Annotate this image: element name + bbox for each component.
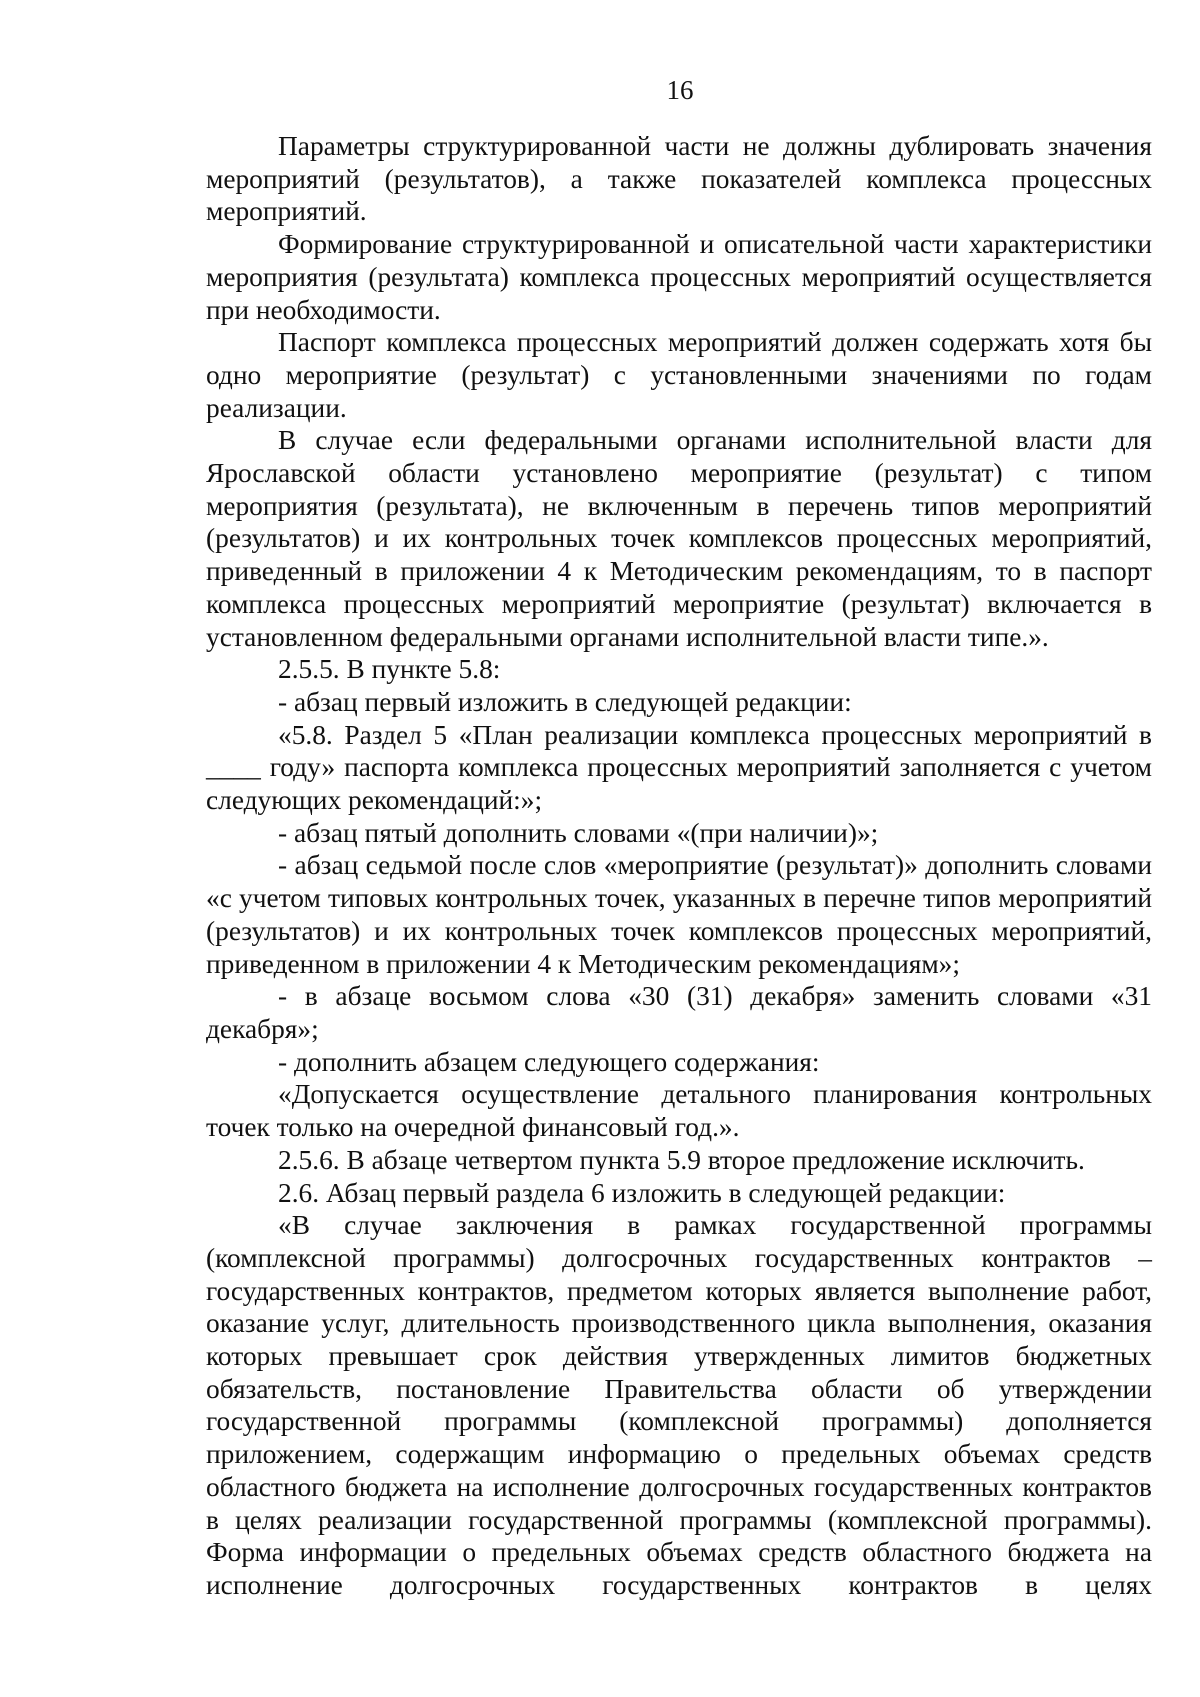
paragraph: 2.5.6. В абзаце четвертом пункта 5.9 второе предложение исключить. xyxy=(278,1144,1085,1175)
paragraph: Параметры структурированной части не должны дублировать значения мероприятий (результатов), а также показателей комплекса процессных мероприятий. xyxy=(206,131,1152,227)
paragraph: «В случае заключения в рамках государственной программы (комплексной программы) долгосрочных государственных контрактов – государственных контрактов, предметом которых является выполнение работ, оказание услуг, длительность производственного цикла выполнения, оказания которых превышает срок действия утвержденных лимитов бюджетных обязательств, постановление Правительства области об утверждении государственной программы (комплексной программы) дополняется приложением, содержащим информацию о предельных объемах средств областного бюджета на исполнение долгосрочных государственных контрактов в целях реализации государственной программы (комплексной программы). Форма информации о предельных объемах средств областного бюджета на исполнение долгосрочных государственных контрактов в целях xyxy=(206,1210,1152,1600)
paragraph: - абзац первый изложить в следующей редакции: xyxy=(278,686,852,717)
paragraph: 2.6. Абзац первый раздела 6 изложить в следующей редакции: xyxy=(278,1177,1006,1208)
paragraph: - дополнить абзацем следующего содержания: xyxy=(278,1046,820,1077)
paragraph: Формирование структурированной и описательной части характеристики мероприятия (результата) комплекса процессных мероприятий осуществляется при необходимости. xyxy=(206,229,1152,325)
paragraph: 2.5.5. В пункте 5.8: xyxy=(278,654,501,685)
paragraph: - в абзаце восьмом слова «30 (31) декабря» заменить словами «31 декабря»; xyxy=(206,981,1152,1044)
page-number: 16 xyxy=(666,75,694,105)
paragraph: «Допускается осуществление детального планирования контрольных точек только на очередной финансовый год.». xyxy=(206,1079,1152,1143)
paragraph: - абзац пятый дополнить словами «(при наличии)»; xyxy=(278,817,879,848)
document-body xyxy=(206,130,1152,1602)
paragraph: Паспорт комплекса процессных мероприятий должен содержать хотя бы одно мероприятие (результат) с установленными значениями по годам реализации. xyxy=(206,327,1152,423)
paragraph: - абзац седьмой после слов «мероприятие (результат)» дополнить словами «с учетом типовых контрольных точек, указанных в перечне типов мероприятий (результатов) и их контрольных точек комплексов процессных мероприятий, приведенном в приложении 4 к Методическим рекомендациям»; xyxy=(206,850,1152,979)
paragraph: «5.8. Раздел 5 «План реализации комплекса процессных мероприятий в ____ году» паспорта комплекса процессных мероприятий заполняется с учетом следующих рекомендаций:»; xyxy=(206,719,1152,816)
paragraph: В случае если федеральными органами исполнительной власти для Ярославской области установлено мероприятие (результат) с типом мероприятия (результата), не включенным в перечень типов мероприятий (результатов) и их контрольных точек комплексов процессных мероприятий, приведенный в приложении 4 к Методическим рекомендациям, то в паспорт комплекса процессных мероприятий мероприятие (результат) включается в установленном федеральными органами исполнительной власти типе.». xyxy=(206,425,1152,652)
